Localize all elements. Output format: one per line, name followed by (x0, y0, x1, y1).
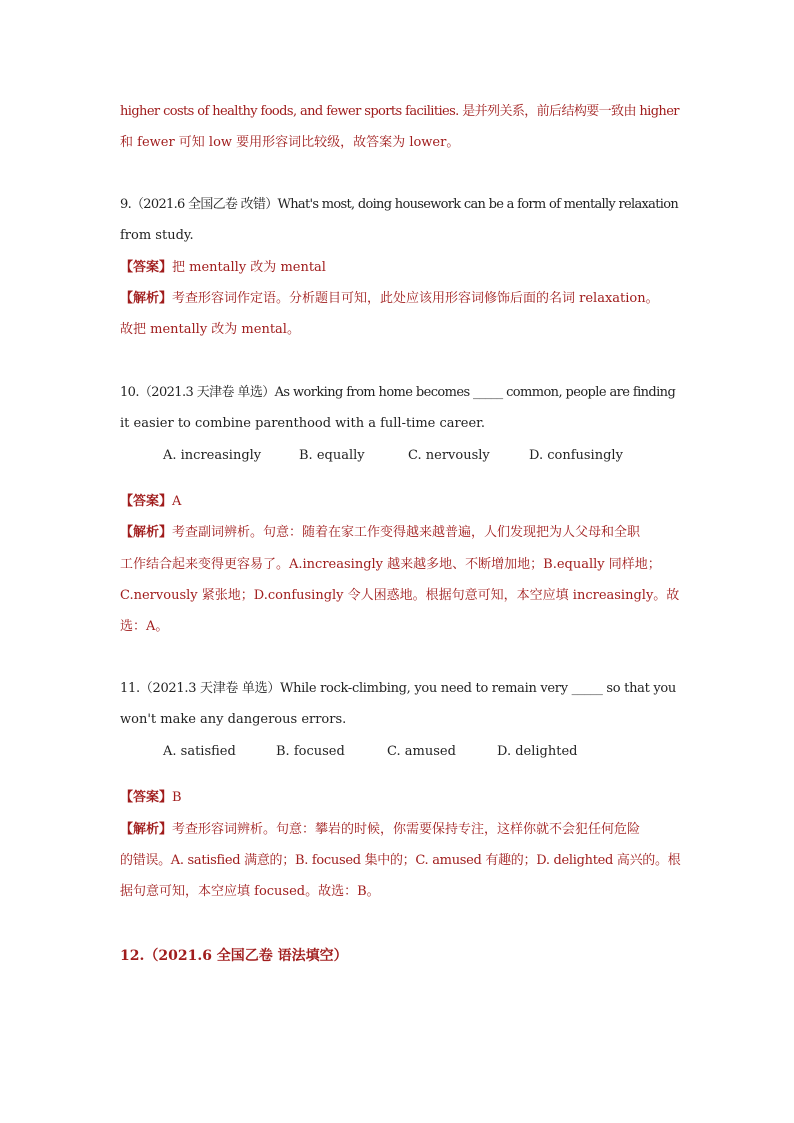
q9-analysis-line-1 (120, 290, 680, 308)
q11-answer-text: B (172, 790, 182, 805)
q9-analysis-text-1: 考查形容词作定语。分析题目可知，此处应该用形容词修饰后面的名词 relaxation。 (172, 291, 659, 306)
q9-analysis-line-2: 故把 mentally 改为 mental。 (120, 322, 300, 337)
q11-analysis-line-3: 据句意可知，本空应填 focused。故选：B。 (120, 884, 380, 899)
q10-option-d: D. confusingly (529, 448, 623, 463)
q11-answer (120, 789, 680, 807)
q10-analysis-line-1 (120, 524, 680, 542)
q11-stem-line-2: won't make any dangerous errors. (120, 712, 347, 727)
q12-heading: 12.（2021.6 全国乙卷 语法填空） (120, 948, 348, 964)
q11-analysis-line-1 (120, 821, 680, 839)
q11-analysis-line-2: 的错误。A. satisfied 满意的；B. focused 集中的；C. amused 有趣的；D. delighted 高兴的。根 (120, 853, 681, 868)
q11-analysis-text-1: 考查形容词辨析。句意：攀岩的时候，你需要保持专注，这样你就不会犯任何危险 (172, 822, 641, 837)
prev-analysis-line-2: 和 fewer 可知 low 要用形容词比较级，故答案为 lower。 (120, 135, 460, 150)
q10-analysis-line-4: 选：A。 (120, 619, 169, 634)
q9-answer-text: 把 mentally 改为 mental (172, 260, 326, 275)
q9-analysis-label: 【解析】 (120, 291, 173, 306)
q9-answer (120, 259, 680, 277)
q11-option-b: B. focused (276, 744, 345, 759)
q10-analysis-text-1: 考查副词辨析。句意：随着在家工作变得越来越普遍，人们发现把为人父母和全职 (172, 525, 641, 540)
prev-analysis-line-1: higher costs of healthy foods, and fewer sports facilities. 是并列关系，前后结构要一致由 higher (120, 104, 679, 119)
q9-stem-line-2: from study. (120, 228, 194, 243)
q11-analysis-label: 【解析】 (120, 822, 173, 837)
q11-option-c: C. amused (387, 744, 456, 759)
q10-stem-line-1: 10.（2021.3 天津卷 单选）As working from home becomes _____ common, people are finding (120, 385, 676, 400)
q10-analysis-label: 【解析】 (120, 525, 173, 540)
q11-option-d: D. delighted (497, 744, 578, 759)
q10-analysis-line-2: 工作结合起来变得更容易了。A.increasingly 越来越多地、不断增加地；B.equally 同样地； (120, 557, 661, 572)
q10-stem-line-2: it easier to combine parenthood with a full-time career. (120, 416, 486, 431)
q10-answer-label: 【答案】 (120, 494, 173, 509)
q11-option-a: A. satisfied (163, 744, 236, 759)
q11-answer-label: 【答案】 (120, 790, 173, 805)
q9-answer-label: 【答案】 (120, 260, 173, 275)
q11-stem-line-1: 11.（2021.3 天津卷 单选）While rock-climbing, you need to remain very _____ so that you (120, 681, 676, 696)
q10-option-c: C. nervously (408, 448, 490, 463)
q10-answer-text: A (172, 494, 182, 509)
q10-option-b: B. equally (299, 448, 365, 463)
q10-option-a: A. increasingly (163, 448, 262, 463)
q10-analysis-line-3: C.nervously 紧张地；D.confusingly 令人困惑地。根据句意可知，本空应填 increasingly。故 (120, 588, 680, 603)
q9-stem-line-1: 9.（2021.6 全国乙卷 改错）What's most, doing housework can be a form of mentally relaxation (120, 197, 678, 212)
q10-answer (120, 493, 680, 511)
